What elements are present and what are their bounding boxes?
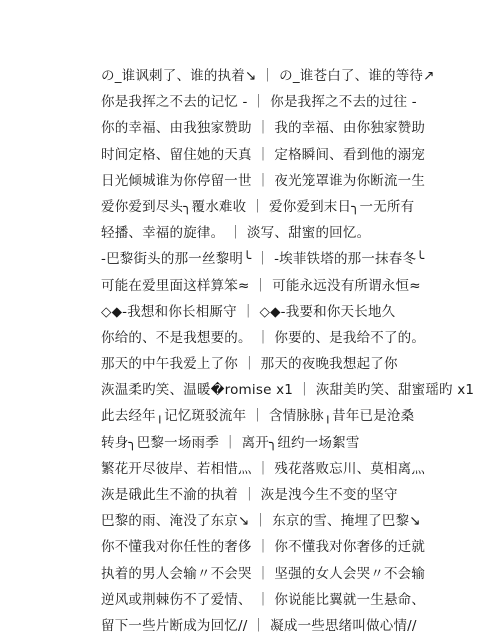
couplet-line: 此去经年╷记忆斑驳流年 ｜ 含情脉脉╷昔年已是沧桑 — [101, 408, 415, 425]
couplet-line: -巴黎街头的那一丝黎明╰ ｜ -埃菲铁塔的那一抹春冬╰ — [101, 251, 425, 268]
couplet-line: 转身╮巴黎一场雨季 ｜ 离开╮纽约一场絮雪 — [101, 434, 360, 451]
couplet-line: 洃是硪此生不渝的执着 ｜ 洃是洩今生不变的坚守 — [101, 487, 398, 503]
couplet-line: ◇◆-我想和你长相厮守 ｜ ◇◆-我要和你天长地久 — [101, 303, 396, 320]
couplet-line: 你不懂我对你任性的奢侈 ｜ 你不懂我对你奢侈的迁就 — [101, 539, 426, 556]
couplet-line: 留下一些片断成为回忆// ｜ 凝成一些思绪叫做心情// — [101, 617, 417, 634]
couplet-line: 时间定格、留住她的天真 ｜ 定格瞬间、看到他的溺宠 — [101, 146, 426, 163]
couplet-line: 那天的中午我爱上了你 ｜ 那天的夜晚我想起了你 — [101, 356, 398, 373]
couplet-line: 洃温柔旳笑、温暖�romise x1 ｜ 洃甜美旳笑、甜蜜瑶旳 x1 — [101, 382, 475, 399]
couplet-line: の_谁讽刺了、谁的执着↘ ｜ の_谁苍白了、谁的等待↗ — [101, 68, 435, 84]
couplet-line: 你给的、不是我想要的。 ｜ 你要的、是我给不了的。 — [101, 329, 426, 346]
couplet-line: 你是我挥之不去的记忆 - ｜ 你是我挥之不去的过往 - — [101, 94, 417, 111]
couplet-line: 可能在爱里面这样算笨≈ ｜ 可能永远没有所谓永恒≈ — [101, 277, 421, 294]
couplet-line: 你的幸福、由我独家赞助 ｜ 我的幸福、由你独家赞助 — [101, 120, 426, 137]
couplet-line: 轻播、幸福的旋律。 ｜ 淡写、甜蜜的回忆。 — [101, 225, 371, 242]
couplet-line: 巴黎的雨、淹没了东京↘ ｜ 东京的雪、掩埋了巴黎↘ — [101, 513, 421, 530]
couplet-line: 爱你爱到尽头╮覆水难收 ｜ 爱你爱到末日╮一无所有 — [101, 198, 415, 215]
couplet-line: 执着的男人会输〃不会哭 ｜ 坚强的女人会哭〃不会输 — [101, 565, 426, 582]
couplet-line: 繁花开尽彼岸、若相惜灬 ｜ 残花落败忘川、莫相离灬 — [101, 460, 426, 477]
couplet-list — [101, 63, 500, 639]
couplet-line: 逆风或荆棘伤不了爱情、 ｜ 你说能比翼就一生悬命、 — [101, 591, 426, 608]
couplet-line: 日光倾城谁为你停留一世 ｜ 夜光笼罩谁为你断流一生 — [101, 172, 426, 189]
